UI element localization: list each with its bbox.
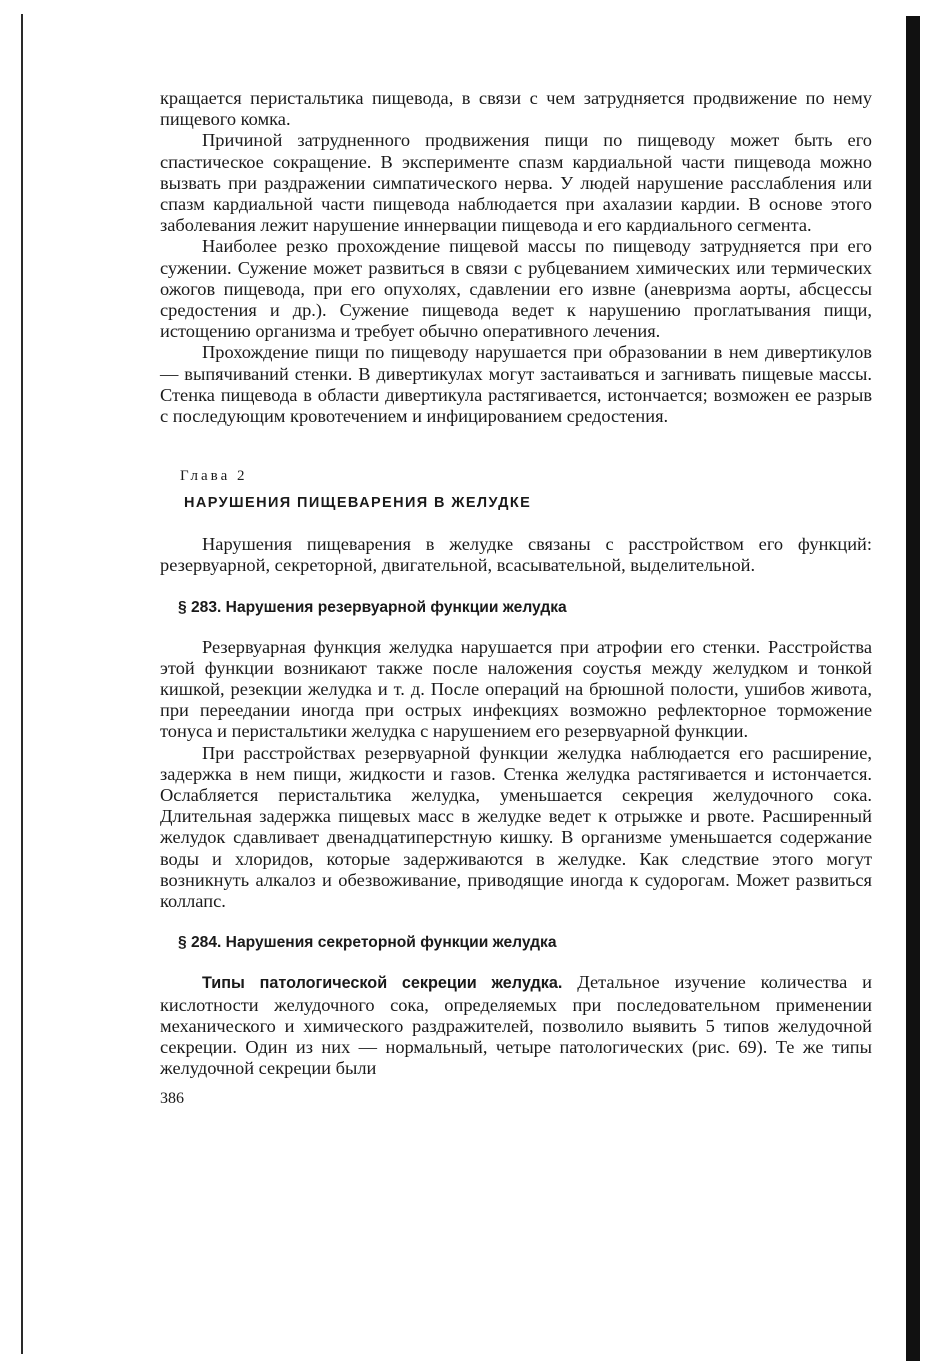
section-284-lead: Типы патологической секреции желудка. xyxy=(202,974,563,993)
section-284-paragraph xyxy=(160,972,872,1079)
section-283-paragraph-2: При расстройствах резервуарной функции желудка наблюдается его расширение, задержка в нем пищи, жидкости и газов. Стенка желудка растягивается и истончается. Ослабляется перистальтика желудка, уменьшается секреция желудочного сока. Длительная задержка пищевых масс в желудке ведет к отрыжке и рвоте. Расширенный желудок сдавливает двенадцатиперстную кишку. В организме уменьшается содержание воды и хлоридов, которые задерживаются в желудке. Как следствие этого могут возникнуть алкалоз и обезвоживание, приводящие иногда к судорогам. Может развиться коллапс. xyxy=(160,742,872,912)
paragraph-continued: кращается перистальтика пищевода, в связи с чем затрудняется продвижение по нему пищевого комка. xyxy=(160,88,872,130)
section-284-text: Детальное изучение количества и кислотности желудочного сока, определяемых при последовательном применении механического и химического раздражителей, позволило выявить 5 типов желудочной секреции. Один из них — нормальный, четыре патологических (рис. 69). Те же типы желудочной секреции были xyxy=(160,972,872,1079)
book-page xyxy=(160,88,872,1109)
paragraph-spasm: Причиной затрудненного продвижения пищи по пищеводу может быть его спастическое сокращение. В эксперименте спазм кардиальной части пищевода можно вызвать при раздражении симпатического нерва. У людей нарушение расслабления или спазм кардиальной части пищевода наблюдается при ахалазии кардии. В основе этого заболевания лежит нарушение иннервации пищевода и его кардиального сегмента. xyxy=(160,130,872,236)
chapter-intro: Нарушения пищеварения в желудке связаны с расстройством его функций: резервуарной, секреторной, двигательной, всасывательной, выделительной. xyxy=(160,534,872,576)
section-284-title: § 284. Нарушения секреторной функции желудка xyxy=(178,934,557,952)
section-283-title: § 283. Нарушения резервуарной функции желудка xyxy=(178,598,567,616)
section-283-paragraph-1: Резервуарная функция желудка нарушается при атрофии его стенки. Расстройства этой функции возникают также после наложения соустья между желудком и тонкой кишкой, резекции желудка и т. д. После операций на брюшной полости, ушибов живота, при переедании иногда при острых инфекциях возможно рефлекторное торможение тонуса и перистальтики желудка с нарушением его резервуарной функции. xyxy=(160,636,872,742)
paragraph-stricture: Наиболее резко прохождение пищевой массы по пищеводу затрудняется при его сужении. Сужение может развиться в связи с рубцеванием химических или термических ожогов пищевода, при его опухолях, сдавлении его извне (аневризма аорты, абсцессы средостения и др.). Сужение пищевода ведет к нарушению проглатывания пищи, истощению организма и требует обычно оперативного лечения. xyxy=(160,236,872,342)
chapter-label: Глава 2 xyxy=(180,468,248,485)
page-number: 386 xyxy=(160,1090,184,1108)
page-edge-left xyxy=(21,14,23,1354)
chapter-title: НАРУШЕНИЯ ПИЩЕВАРЕНИЯ В ЖЕЛУДКЕ xyxy=(184,495,532,512)
paragraph-diverticula: Прохождение пищи по пищеводу нарушается при образовании в нем дивертикулов — выпячиваний стенки. В дивертикулах могут застаиваться и загнивать пищевые массы. Стенка пищевода в области дивертикула растягивается, истончается; возможен ее разрыв с последующим кровотечением и инфицированием средостения. xyxy=(160,342,872,427)
page-edge-right xyxy=(906,16,920,1361)
